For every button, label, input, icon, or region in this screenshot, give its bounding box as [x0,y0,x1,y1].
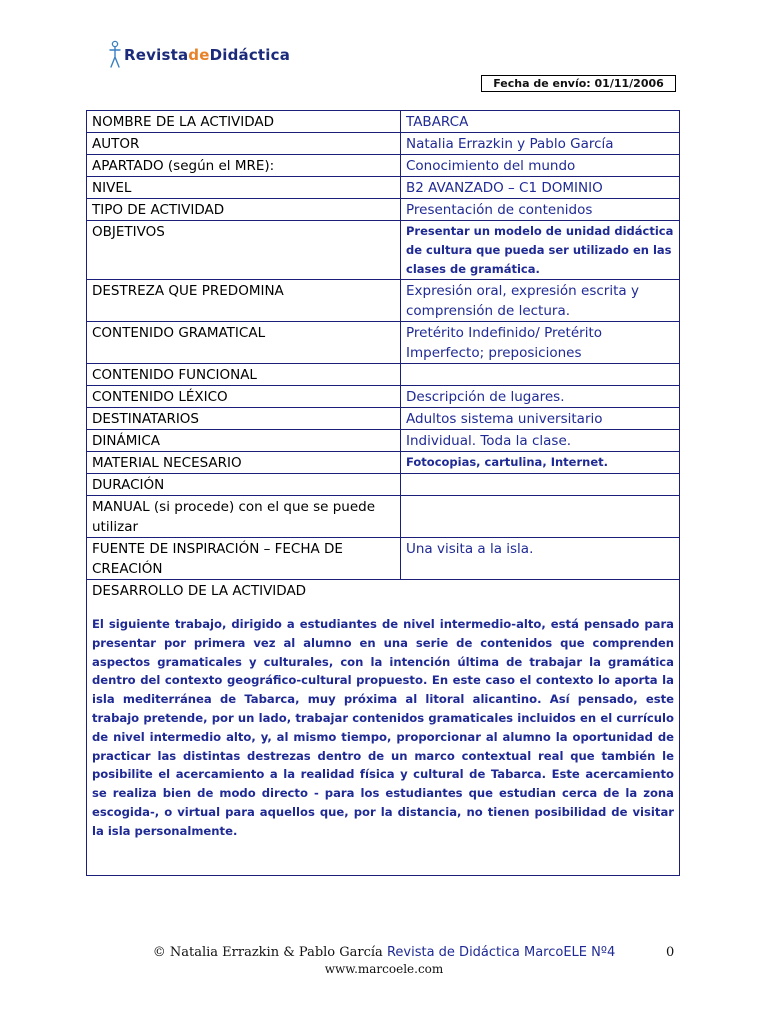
row-value: Fotocopias, cartulina, Internet. [401,452,680,474]
row-value: B2 AVANZADO – C1 DOMINIO [401,177,680,199]
row-label: DESTINATARIOS [87,408,401,430]
page-footer [0,945,768,976]
row-label: NIVEL [87,177,401,199]
table-row [87,221,680,280]
row-value [401,364,680,386]
row-label: MATERIAL NECESARIO [87,452,401,474]
table-row [87,430,680,452]
row-label: DURACIÓN [87,474,401,496]
footer-revista: Revista de Didáctica MarcoELE Nº4 [386,945,616,960]
submission-date-box: Fecha de envío: 01/11/2006 [481,75,676,92]
row-value: Presentación de contenidos [401,199,680,221]
row-value: Presentar un modelo de unidad didáctica de cultura que pueda ser utilizado en las clases de gramática. [401,221,680,280]
row-label: MANUAL (si procede) con el que se puede utilizar [87,496,401,538]
footer-url: www.marcoele.com [324,962,444,976]
table-row [87,474,680,496]
row-value: Natalia Errazkin y Pablo García [401,133,680,155]
row-label: OBJETIVOS [87,221,401,280]
row-label: FUENTE DE INSPIRACIÓN – FECHA DE CREACIÓN [87,538,401,580]
table-row [87,177,680,199]
table-row [87,364,680,386]
logo-text-didactica: Didáctica [209,46,291,64]
table-row [87,408,680,430]
table-row [87,280,680,322]
desarrollo-body: El siguiente trabajo, dirigido a estudiantes de nivel intermedio-alto, está pensado para presentar por primera vez al alumno en una serie de contenidos que comprenden aspectos gramaticales y culturales, con la intención última de trabajar la gramática dentro del contexto geográfico-cultural propuesto. En este caso el contexto lo aporta la isla mediterránea de Tabarca, muy próxima al litoral alicantino. Así pensado, este trabajo pretende, por un lado, trabajar contenidos gramaticales incluidos en el currículo de nivel intermedio alto, y, al mismo tiempo, proporcionar al alumno la oportunidad de practicar las distintas destrezas dentro de un marco contextual real que también le posibilite el acercamiento a la realidad física y cultural de Tabarca. Este acercamiento se realiza bien de modo directo - para los estudiantes que estudian cerca de la zona escogida-, o virtual para aquellos que, por la distancia, no tienen posibilidad de visitar la isla personalmente. [92,617,674,838]
table-row [87,155,680,177]
row-value: Pretérito Indefinido/ Pretérito Imperfecto; preposiciones [401,322,680,364]
table-row [87,322,680,364]
row-label: APARTADO (según el MRE): [87,155,401,177]
table-row [87,199,680,221]
row-label: DINÁMICA [87,430,401,452]
row-label: DESTREZA QUE PREDOMINA [87,280,401,322]
row-value: Conocimiento del mundo [401,155,680,177]
row-value: Adultos sistema universitario [401,408,680,430]
row-value: Expresión oral, expresión escrita y comprensión de lectura. [401,280,680,322]
row-value [401,474,680,496]
desarrollo-row [87,580,680,876]
page-number: 0 [666,945,675,960]
row-label: AUTOR [87,133,401,155]
logo-text-revista: Revista [124,46,189,64]
logo-figure-icon [108,40,122,70]
table-row [87,496,680,538]
row-label: NOMBRE DE LA ACTIVIDAD [87,111,401,133]
footer-authors: © Natalia Errazkin & Pablo García [152,945,383,960]
table-row [87,452,680,474]
row-label: TIPO DE ACTIVIDAD [87,199,401,221]
logo-text-de: de [188,46,210,64]
activity-sheet-table [86,110,680,876]
row-value: Individual. Toda la clase. [401,430,680,452]
row-value: TABARCA [401,111,680,133]
row-label: CONTENIDO GRAMATICAL [87,322,401,364]
table-row [87,538,680,580]
desarrollo-title: DESARROLLO DE LA ACTIVIDAD [92,583,307,599]
row-value: Descripción de lugares. [401,386,680,408]
row-label: CONTENIDO FUNCIONAL [87,364,401,386]
row-value: Una visita a la isla. [401,538,680,580]
row-value [401,496,680,538]
table-row [87,386,680,408]
table-row [87,133,680,155]
desarrollo-cell [87,580,680,876]
revista-logo [108,40,290,70]
table-row [87,111,680,133]
row-label: CONTENIDO LÉXICO [87,386,401,408]
